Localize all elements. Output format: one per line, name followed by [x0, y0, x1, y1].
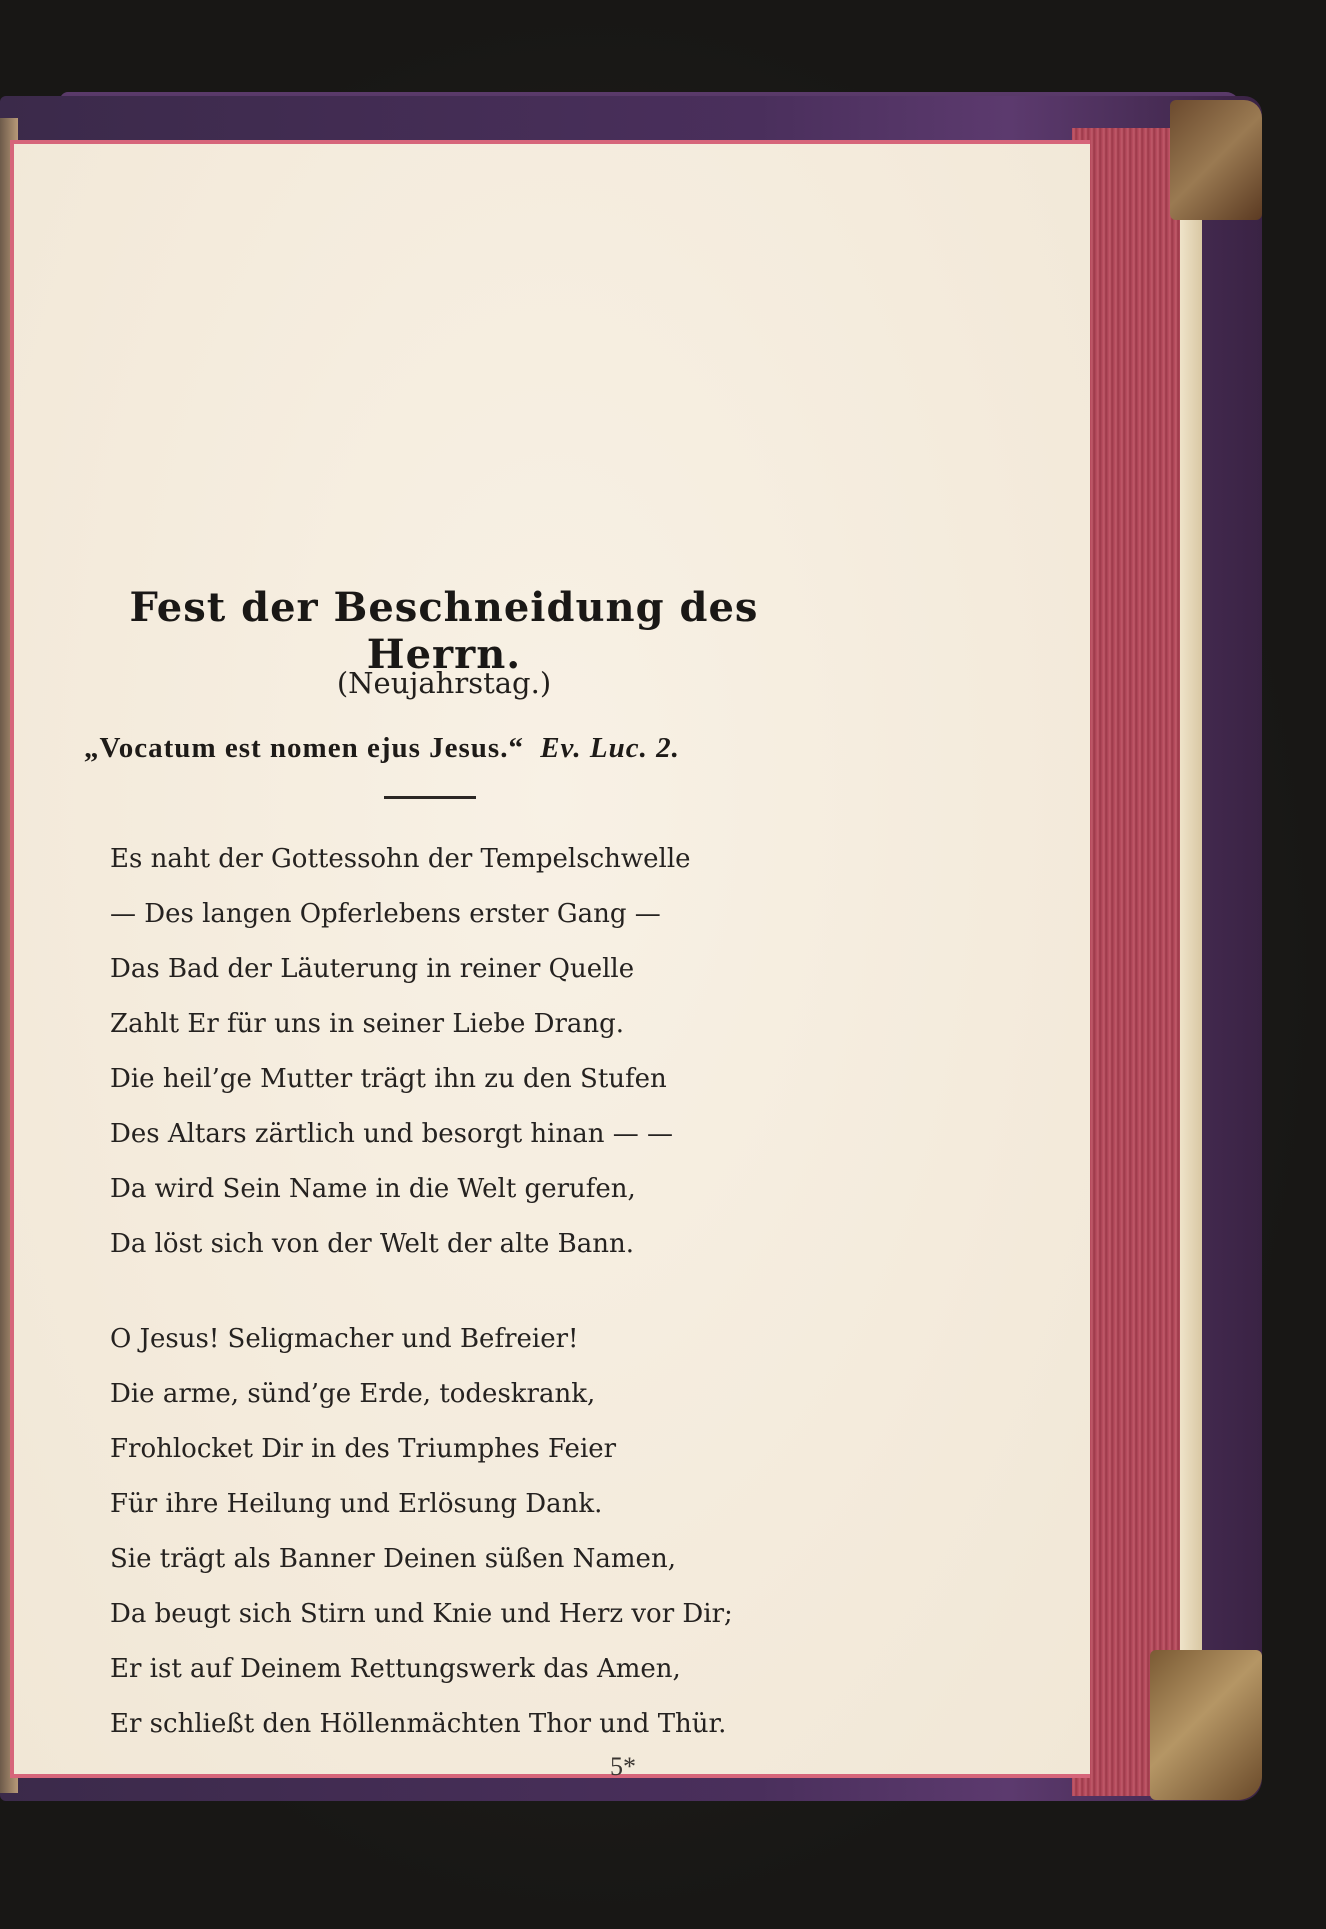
verse-line: Es naht der Gottessohn der Tempelschwelle	[110, 844, 691, 874]
verse-line: Das Bad der Läuterung in reiner Quelle	[110, 954, 635, 984]
verse-line: Die arme, sünd’ge Erde, todeskrank,	[110, 1379, 596, 1409]
verse-line: Er ist auf Deinem Rettungswerk das Amen,	[110, 1654, 681, 1684]
verse-line: Da beugt sich Stirn und Knie und Herz vor Dir;	[110, 1599, 733, 1629]
book-page	[10, 140, 1090, 1781]
verse-line: Die heil’ge Mutter trägt ihn zu den Stufen	[110, 1064, 667, 1094]
page-number: 5*	[610, 1752, 636, 1781]
verse-line: Sie trägt als Banner Deinen süßen Namen,	[110, 1544, 676, 1574]
cover-corner-bottom	[1150, 1650, 1262, 1800]
page-edge-cream	[1180, 132, 1202, 1772]
verse-line: Für ihre Heilung und Erlösung Dank.	[110, 1489, 603, 1519]
stanza-2	[110, 1312, 830, 1752]
verse-line: Frohlocket Dir in des Triumphes Feier	[110, 1434, 617, 1464]
verse-line: Des Altars zärtlich und besorgt hinan — —	[110, 1119, 673, 1149]
cover-corner-top	[1170, 100, 1262, 220]
verse-line: — Des langen Opferlebens erster Gang —	[110, 899, 661, 929]
divider-rule	[384, 796, 476, 799]
stanza-1	[110, 832, 830, 1272]
verse-line: Zahlt Er für uns in seiner Liebe Drang.	[110, 1009, 625, 1039]
poem-subtitle: (Neujahrstag.)	[336, 666, 552, 700]
verse-line: O Jesus! Seligmacher und Befreier!	[110, 1324, 579, 1354]
verse-line: Er schließt den Höllenmächten Thor und Thür.	[110, 1709, 727, 1739]
epigraph-source: Ev. Luc. 2.	[540, 732, 680, 764]
verse-line: Da wird Sein Name in die Welt gerufen,	[110, 1174, 636, 1204]
epigraph	[84, 732, 824, 765]
poem-title: Fest der Beschneidung des Herrn.	[129, 584, 759, 678]
verse-line: Da löst sich von der Welt der alte Bann.	[110, 1229, 634, 1259]
epigraph-quote: „Vocatum est nomen ejus Jesus.“	[84, 732, 524, 764]
